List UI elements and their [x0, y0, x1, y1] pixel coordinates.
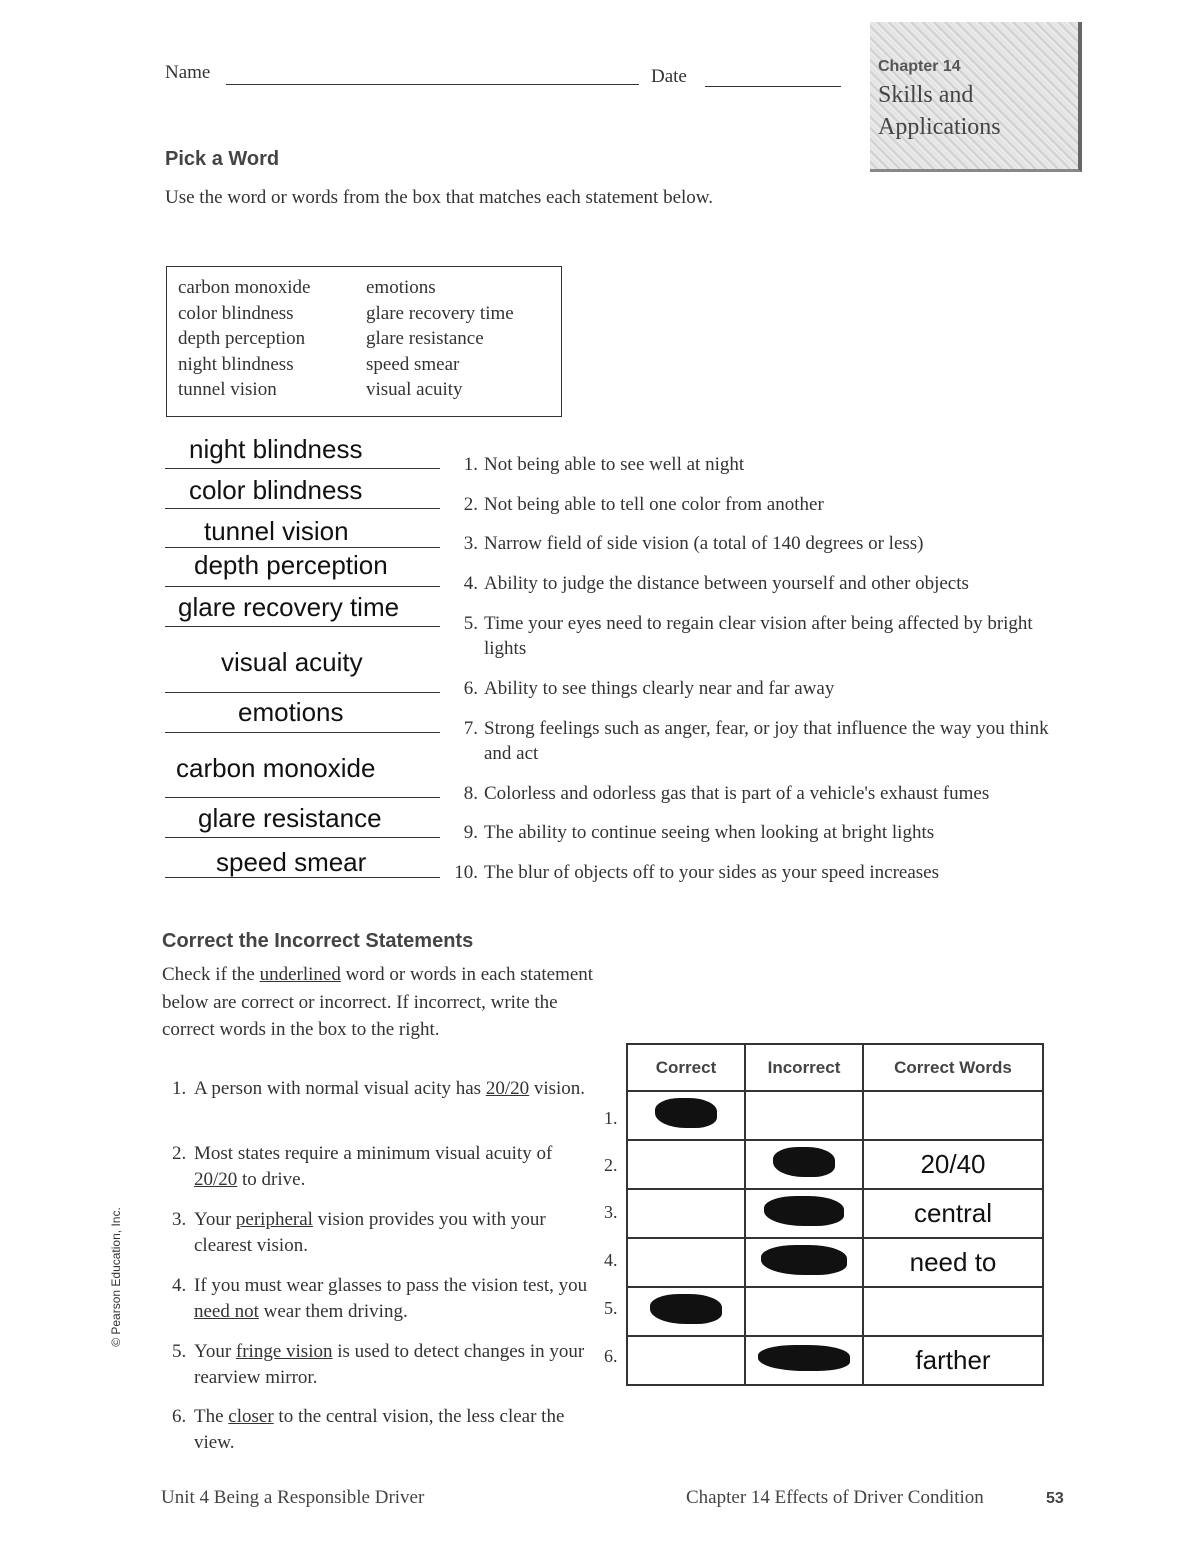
correct-words-cell[interactable]: farther	[863, 1336, 1043, 1385]
badge-title-1: Skills and	[878, 82, 974, 108]
incorrect-cell[interactable]	[745, 1336, 863, 1385]
answer-3: tunnel vision	[204, 516, 349, 546]
answer-9: glare resistance	[198, 803, 382, 833]
table-row	[627, 1091, 1043, 1140]
answer-7: emotions	[238, 697, 344, 727]
word-box-term: color blindness	[178, 302, 294, 324]
header-correct: Correct	[627, 1044, 745, 1091]
word-box-column-1	[178, 275, 310, 403]
answer-1: night blindness	[189, 434, 363, 464]
table-row	[627, 1287, 1043, 1336]
correct-cell[interactable]	[627, 1091, 745, 1140]
statement-8: 8. Colorless and odorless gas that is part of a vehicle's exhaust fumes	[463, 783, 990, 804]
answer-4: depth perception	[194, 550, 388, 580]
footer-unit: Unit 4 Being a Responsible Driver	[161, 1487, 425, 1508]
table-row-number: 1.	[604, 1108, 618, 1128]
answer-line[interactable]	[165, 547, 440, 548]
statement-10: 10. The blur of objects off to your sides as your speed increases	[454, 862, 939, 883]
word-box-column-2	[366, 275, 514, 403]
answer-line[interactable]	[165, 692, 440, 693]
word-box-term: glare resistance	[366, 328, 484, 350]
checkmark-blot	[655, 1098, 717, 1128]
correct-words-cell[interactable]: need to	[863, 1238, 1043, 1287]
correct-cell[interactable]	[627, 1336, 745, 1385]
correct-words-cell[interactable]	[863, 1287, 1043, 1336]
page-number: 53	[1046, 1490, 1064, 1507]
correct-cell[interactable]	[627, 1140, 745, 1189]
answer-2: color blindness	[189, 475, 363, 505]
pick-a-word-heading: Pick a Word	[165, 148, 280, 170]
table-row	[627, 1189, 1043, 1238]
correct-words-cell[interactable]: 20/40	[863, 1140, 1043, 1189]
correct-incorrect-heading: Correct the Incorrect Statements	[162, 930, 474, 952]
word-box-term: glare recovery time	[366, 302, 514, 324]
question-5: 5. Your fringe vision is used to detect changes in your rearview mirror.	[172, 1341, 585, 1388]
word-box-term: night blindness	[178, 353, 294, 375]
checkmark-blot	[650, 1294, 722, 1324]
word-box-term: speed smear	[366, 353, 460, 375]
statement-7: 7. Strong feelings such as anger, fear, or joy that influence the way you think and act	[463, 718, 1049, 764]
incorrect-cell[interactable]	[745, 1189, 863, 1238]
table-row-number: 2.	[604, 1155, 618, 1175]
correct-cell[interactable]	[627, 1287, 745, 1336]
table-row-number: 6.	[604, 1346, 618, 1366]
statement-6: 6. Ability to see things clearly near and far away	[463, 678, 835, 699]
table-row-number: 5.	[604, 1298, 618, 1318]
answer-line[interactable]	[165, 732, 440, 733]
answer-8: carbon monoxide	[176, 753, 376, 783]
pick-a-word-instructions: Use the word or words from the box that matches each statement below.	[165, 187, 714, 208]
incorrect-cell[interactable]	[745, 1140, 863, 1189]
answer-line[interactable]	[165, 586, 440, 587]
table-row	[627, 1238, 1043, 1287]
word-box-term: visual acuity	[366, 379, 463, 401]
incorrect-cell[interactable]	[745, 1091, 863, 1140]
footer-chapter: Chapter 14 Effects of Driver Condition	[686, 1487, 984, 1508]
answer-line[interactable]	[165, 468, 440, 469]
correct-words-cell[interactable]: central	[863, 1189, 1043, 1238]
incorrect-cell[interactable]	[745, 1287, 863, 1336]
statement-4: 4. Ability to judge the distance between yourself and other objects	[463, 573, 969, 594]
checkmark-blot	[761, 1245, 847, 1275]
statement-2: 2. Not being able to tell one color from another	[463, 494, 824, 515]
checkmark-blot	[773, 1147, 835, 1177]
table-row-number: 3.	[604, 1202, 618, 1222]
name-label: Name	[165, 62, 211, 83]
answer-line[interactable]	[165, 797, 440, 798]
question-3: 3. Your peripheral vision provides you with your clearest vision.	[172, 1209, 546, 1256]
copyright: © Pearson Education, Inc.	[109, 1207, 123, 1347]
word-box-term: depth perception	[178, 328, 306, 350]
table-row-number: 4.	[604, 1250, 618, 1270]
question-1: 1. A person with normal visual acity has 20/20 vision.	[172, 1078, 586, 1099]
statement-9: 9. The ability to continue seeing when looking at bright lights	[463, 822, 935, 843]
word-box-term: emotions	[366, 277, 436, 298]
checkmark-blot	[764, 1196, 844, 1226]
table-row	[627, 1336, 1043, 1385]
incorrect-cell[interactable]	[745, 1238, 863, 1287]
answer-line[interactable]	[165, 626, 440, 627]
answer-table	[626, 1043, 1044, 1376]
question-6: 6. The closer to the central vision, the less clear the view.	[172, 1406, 565, 1453]
answer-6: visual acuity	[221, 647, 363, 677]
statement-1: 1. Not being able to see well at night	[463, 454, 745, 475]
answer-line[interactable]	[165, 508, 440, 509]
correct-cell[interactable]	[627, 1189, 745, 1238]
statement-3: 3. Narrow field of side vision (a total of 140 degrees or less)	[463, 533, 924, 554]
checkmark-blot	[758, 1345, 850, 1371]
answer-5: glare recovery time	[178, 592, 400, 622]
question-4: 4. If you must wear glasses to pass the vision test, you need not wear them driving.	[172, 1275, 588, 1322]
word-box	[166, 266, 562, 417]
header-correct-words: Correct Words	[863, 1044, 1043, 1091]
question-2: 2. Most states require a minimum visual acuity of 20/20 to drive.	[172, 1143, 553, 1190]
statement-5: 5. Time your eyes need to regain clear vision after being affected by bright lights	[463, 613, 1033, 659]
header-incorrect: Incorrect	[745, 1044, 863, 1091]
date-field[interactable]	[705, 86, 841, 87]
chapter-badge	[870, 22, 1082, 172]
date-label: Date	[651, 66, 687, 87]
badge-chapter: Chapter 14	[878, 58, 961, 75]
word-box-term: tunnel vision	[178, 379, 277, 401]
correct-incorrect-instructions: Check if the underlined word or words in each statement below are correct or incorrect. If incorrect, write the correct words in the box to the right.	[162, 964, 594, 1040]
word-box-term: carbon monoxide	[178, 277, 311, 298]
correct-cell[interactable]	[627, 1238, 745, 1287]
answer-line[interactable]	[165, 837, 440, 838]
table-row	[627, 1140, 1043, 1189]
answer-10: speed smear	[216, 847, 367, 877]
correct-words-cell[interactable]	[863, 1091, 1043, 1140]
name-field[interactable]	[226, 84, 639, 85]
badge-title-2: Applications	[878, 114, 1001, 140]
